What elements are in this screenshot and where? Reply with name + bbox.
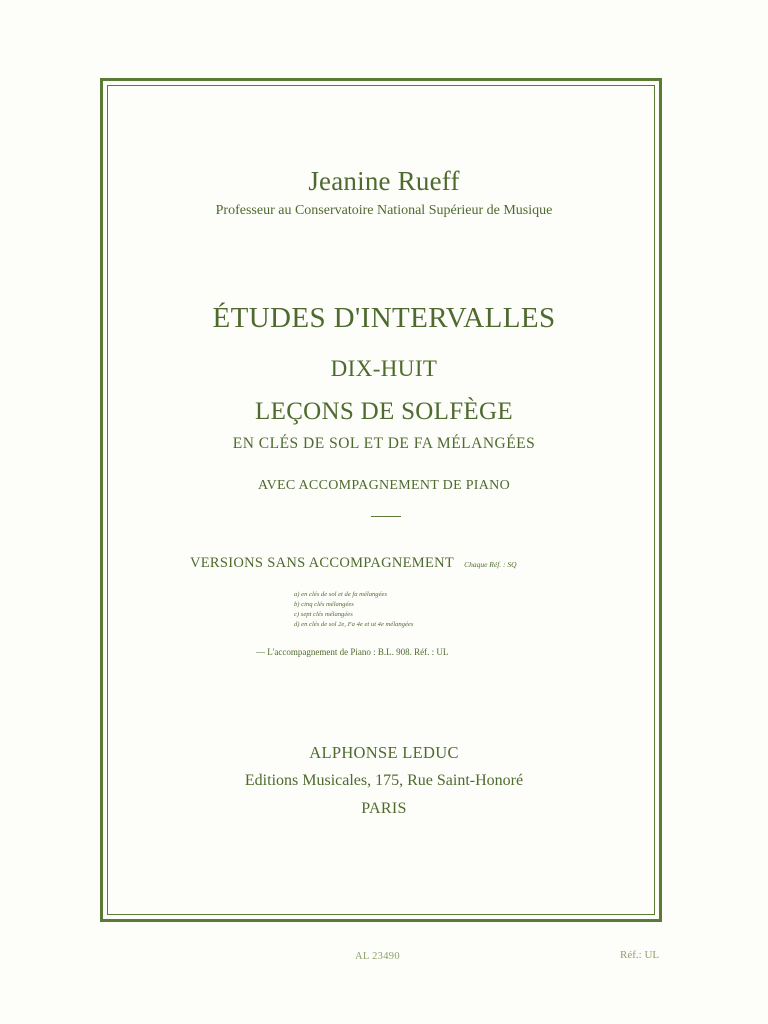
catalog-number: AL 23490 — [355, 951, 400, 962]
versions-list — [294, 590, 413, 630]
versions-label: VERSIONS SANS ACCOMPAGNEMENT — [190, 555, 455, 571]
author-subtitle: Professeur au Conservatoire National Supérieur de Musique — [215, 203, 553, 218]
versions-row — [190, 554, 517, 572]
list-item: c) sept clés mélangées — [294, 611, 353, 618]
title-piano: AVEC ACCOMPAGNEMENT DE PIANO — [257, 478, 510, 493]
author-name: Jeanine Rueff — [308, 166, 460, 196]
title-third: LEÇONS DE SOLFÈGE — [255, 398, 513, 425]
accompaniment-note: — L'accompagnement de Piano : B.L. 908. Réf. : UL — [256, 647, 449, 657]
versions-ref: Chaque Réf. : SQ — [464, 560, 517, 569]
list-item: b) cinq clés mélangées — [294, 601, 354, 608]
publisher-name: ALPHONSE LEDUC — [309, 743, 459, 762]
title-second: DIX-HUIT — [330, 356, 438, 381]
title-main: ÉTUDES D'INTERVALLES — [212, 302, 556, 334]
footer-ref: Réf.: UL — [620, 949, 660, 961]
publisher-city: PARIS — [361, 800, 407, 817]
list-item: d) en clés de sol 2e, Fa 4e et ut 4e mélangées — [294, 621, 414, 628]
divider-rule — [371, 516, 401, 517]
list-item: a) en clés de sol et de fa mélangées — [294, 591, 388, 598]
title-clefs: EN CLÉS DE SOL ET DE FA MÉLANGÉES — [232, 435, 536, 452]
publisher-address: Editions Musicales, 175, Rue Saint-Honoré — [244, 772, 524, 789]
